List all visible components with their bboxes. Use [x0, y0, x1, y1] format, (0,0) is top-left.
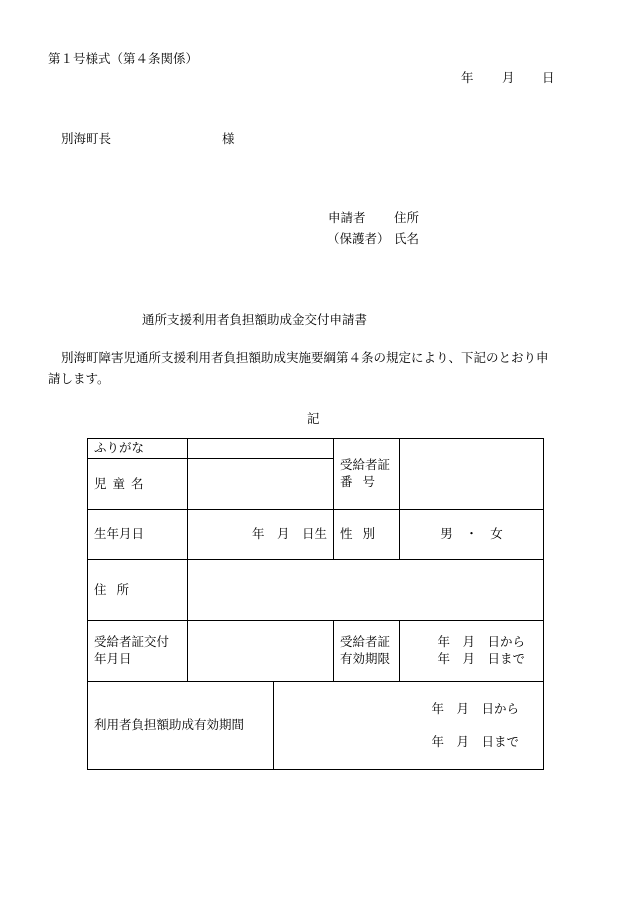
birth-date-field[interactable]: 年 月 日生	[188, 510, 334, 560]
address-label: 住所	[88, 560, 188, 621]
address-field[interactable]	[188, 560, 544, 621]
issue-date-label: 受給者証交付 年月日	[88, 621, 188, 682]
document-title: 通所支援利用者負担額助成金交付申請書	[142, 312, 368, 327]
valid-period-label: 受給者証 有効期限	[334, 621, 400, 682]
issue-date-field[interactable]	[188, 621, 334, 682]
cert-number-label: 受給者証 番号	[334, 439, 400, 510]
child-name-label: 児童名	[88, 459, 188, 510]
addressee-honorific: 様	[222, 131, 235, 146]
sex-field[interactable]: 男 ・ 女	[400, 510, 544, 560]
ki-label: 記	[307, 411, 320, 426]
valid-period-field[interactable]: 年 月 日から 年 月 日まで	[400, 621, 544, 682]
date-year-label: 年	[461, 70, 474, 85]
addressee-name: 別海町長	[61, 131, 112, 146]
applicant-guardian-label: （保護者）	[327, 231, 390, 246]
child-name-field[interactable]	[188, 459, 334, 510]
applicant-name-label: 氏名	[394, 231, 420, 246]
application-form-table	[87, 438, 544, 770]
body-text-line-2: 請します。	[48, 371, 110, 386]
applicant-address-label: 住所	[394, 210, 420, 225]
form-number: 第１号様式（第４条関係）	[48, 51, 199, 66]
date-month-label: 月	[502, 70, 515, 85]
furigana-label: ふりがな	[88, 439, 188, 459]
body-text-line-1: 別海町障害児通所支援利用者負担額助成実施要綱第４条の規定により、下記のとおり申	[61, 350, 549, 365]
applicant-label: 申請者	[328, 210, 366, 225]
date-day-label: 日	[542, 70, 555, 85]
furigana-field[interactable]	[188, 439, 334, 459]
subsidy-period-label: 利用者負担額助成有効期間	[88, 682, 274, 770]
sex-label: 性別	[334, 510, 400, 560]
subsidy-period-field[interactable]: 年 月 日から 年 月 日まで	[274, 682, 544, 770]
birth-date-label: 生年月日	[88, 510, 188, 560]
cert-number-field[interactable]	[400, 439, 544, 510]
